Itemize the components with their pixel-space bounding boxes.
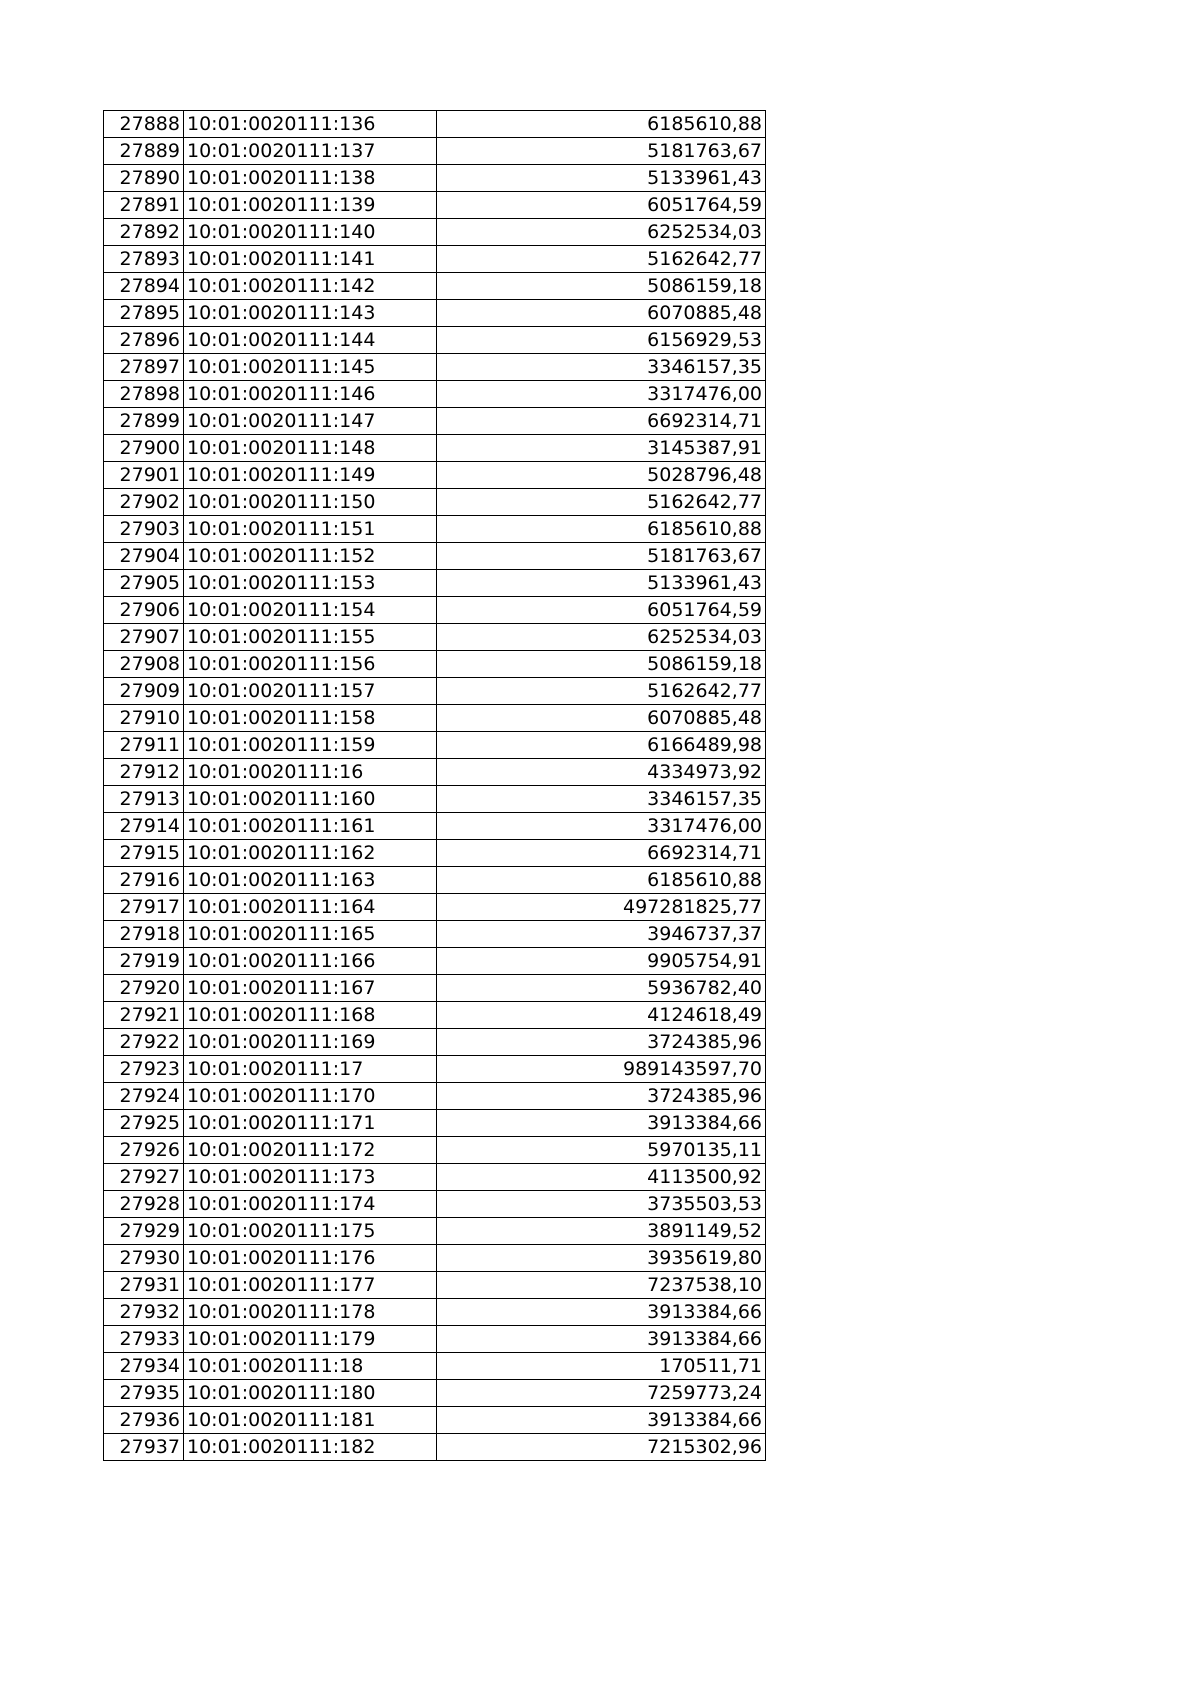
cadastral-number-cell: 10:01:0020111:164: [184, 894, 437, 921]
table-row: [104, 489, 766, 516]
value-cell: 3891149,52: [437, 1218, 766, 1245]
value-cell: 6070885,48: [437, 300, 766, 327]
row-number-cell: 27910: [104, 705, 184, 732]
row-number-cell: 27907: [104, 624, 184, 651]
row-number-cell: 27927: [104, 1164, 184, 1191]
cadastral-number-cell: 10:01:0020111:140: [184, 219, 437, 246]
table-row: [104, 1407, 766, 1434]
cadastral-number-cell: 10:01:0020111:170: [184, 1083, 437, 1110]
cadastral-number-cell: 10:01:0020111:146: [184, 381, 437, 408]
table-row: [104, 1191, 766, 1218]
table-row: [104, 435, 766, 462]
cadastral-number-cell: 10:01:0020111:180: [184, 1380, 437, 1407]
cadastral-number-cell: 10:01:0020111:147: [184, 408, 437, 435]
value-cell: 3724385,96: [437, 1029, 766, 1056]
value-cell: 3946737,37: [437, 921, 766, 948]
table-row: [104, 1137, 766, 1164]
value-cell: 3724385,96: [437, 1083, 766, 1110]
table-row: [104, 813, 766, 840]
table-row: [104, 624, 766, 651]
cadastral-number-cell: 10:01:0020111:156: [184, 651, 437, 678]
table-row: [104, 300, 766, 327]
table-row: [104, 462, 766, 489]
value-cell: 989143597,70: [437, 1056, 766, 1083]
row-number-cell: 27901: [104, 462, 184, 489]
value-cell: 3913384,66: [437, 1299, 766, 1326]
table-row: [104, 1245, 766, 1272]
row-number-cell: 27903: [104, 516, 184, 543]
value-cell: 4334973,92: [437, 759, 766, 786]
row-number-cell: 27933: [104, 1326, 184, 1353]
table-row: [104, 1056, 766, 1083]
row-number-cell: 27921: [104, 1002, 184, 1029]
value-cell: 170511,71: [437, 1353, 766, 1380]
cadastral-number-cell: 10:01:0020111:144: [184, 327, 437, 354]
cadastral-number-cell: 10:01:0020111:136: [184, 111, 437, 138]
row-number-cell: 27894: [104, 273, 184, 300]
cadastral-number-cell: 10:01:0020111:154: [184, 597, 437, 624]
value-cell: 3735503,53: [437, 1191, 766, 1218]
table-row: [104, 1272, 766, 1299]
value-cell: 3913384,66: [437, 1407, 766, 1434]
row-number-cell: 27923: [104, 1056, 184, 1083]
value-cell: 3346157,35: [437, 354, 766, 381]
data-table: [103, 110, 766, 1461]
row-number-cell: 27906: [104, 597, 184, 624]
row-number-cell: 27918: [104, 921, 184, 948]
table-row: [104, 408, 766, 435]
row-number-cell: 27915: [104, 840, 184, 867]
row-number-cell: 27900: [104, 435, 184, 462]
table-row: [104, 1434, 766, 1461]
row-number-cell: 27935: [104, 1380, 184, 1407]
table-row: [104, 246, 766, 273]
row-number-cell: 27931: [104, 1272, 184, 1299]
cadastral-number-cell: 10:01:0020111:152: [184, 543, 437, 570]
row-number-cell: 27922: [104, 1029, 184, 1056]
cadastral-number-cell: 10:01:0020111:171: [184, 1110, 437, 1137]
table-row: [104, 867, 766, 894]
cadastral-number-cell: 10:01:0020111:178: [184, 1299, 437, 1326]
value-cell: 5162642,77: [437, 489, 766, 516]
cadastral-number-cell: 10:01:0020111:181: [184, 1407, 437, 1434]
row-number-cell: 27897: [104, 354, 184, 381]
value-cell: 3317476,00: [437, 381, 766, 408]
row-number-cell: 27902: [104, 489, 184, 516]
row-number-cell: 27930: [104, 1245, 184, 1272]
table-row: [104, 1083, 766, 1110]
value-cell: 6070885,48: [437, 705, 766, 732]
value-cell: 5181763,67: [437, 543, 766, 570]
table-row: [104, 111, 766, 138]
value-cell: 5086159,18: [437, 651, 766, 678]
row-number-cell: 27925: [104, 1110, 184, 1137]
row-number-cell: 27896: [104, 327, 184, 354]
table-row: [104, 1029, 766, 1056]
row-number-cell: 27889: [104, 138, 184, 165]
row-number-cell: 27895: [104, 300, 184, 327]
table-row: [104, 273, 766, 300]
value-cell: 7215302,96: [437, 1434, 766, 1461]
value-cell: 5133961,43: [437, 165, 766, 192]
table-row: [104, 732, 766, 759]
value-cell: 3913384,66: [437, 1326, 766, 1353]
table-row: [104, 786, 766, 813]
table-row: [104, 1326, 766, 1353]
row-number-cell: 27929: [104, 1218, 184, 1245]
row-number-cell: 27920: [104, 975, 184, 1002]
value-cell: 3317476,00: [437, 813, 766, 840]
cadastral-number-cell: 10:01:0020111:172: [184, 1137, 437, 1164]
value-cell: 5133961,43: [437, 570, 766, 597]
cadastral-number-cell: 10:01:0020111:139: [184, 192, 437, 219]
cadastral-number-cell: 10:01:0020111:162: [184, 840, 437, 867]
cadastral-number-cell: 10:01:0020111:173: [184, 1164, 437, 1191]
value-cell: 6166489,98: [437, 732, 766, 759]
cadastral-number-cell: 10:01:0020111:174: [184, 1191, 437, 1218]
table-row: [104, 948, 766, 975]
table-row: [104, 1353, 766, 1380]
table-row: [104, 894, 766, 921]
cadastral-number-cell: 10:01:0020111:163: [184, 867, 437, 894]
row-number-cell: 27936: [104, 1407, 184, 1434]
row-number-cell: 27905: [104, 570, 184, 597]
cadastral-number-cell: 10:01:0020111:145: [184, 354, 437, 381]
row-number-cell: 27932: [104, 1299, 184, 1326]
cadastral-number-cell: 10:01:0020111:141: [184, 246, 437, 273]
cadastral-number-cell: 10:01:0020111:157: [184, 678, 437, 705]
table-row: [104, 219, 766, 246]
value-cell: 5181763,67: [437, 138, 766, 165]
cadastral-number-cell: 10:01:0020111:175: [184, 1218, 437, 1245]
cadastral-number-cell: 10:01:0020111:150: [184, 489, 437, 516]
table-row: [104, 651, 766, 678]
cadastral-number-cell: 10:01:0020111:158: [184, 705, 437, 732]
cadastral-number-cell: 10:01:0020111:153: [184, 570, 437, 597]
value-cell: 5028796,48: [437, 462, 766, 489]
row-number-cell: 27919: [104, 948, 184, 975]
cadastral-number-cell: 10:01:0020111:161: [184, 813, 437, 840]
value-cell: 5162642,77: [437, 678, 766, 705]
row-number-cell: 27917: [104, 894, 184, 921]
cadastral-number-cell: 10:01:0020111:148: [184, 435, 437, 462]
value-cell: 5162642,77: [437, 246, 766, 273]
value-cell: 6252534,03: [437, 624, 766, 651]
cadastral-number-cell: 10:01:0020111:155: [184, 624, 437, 651]
table-row: [104, 516, 766, 543]
cadastral-number-cell: 10:01:0020111:137: [184, 138, 437, 165]
value-cell: 4113500,92: [437, 1164, 766, 1191]
table-row: [104, 1299, 766, 1326]
value-cell: 6185610,88: [437, 516, 766, 543]
value-cell: 5936782,40: [437, 975, 766, 1002]
cadastral-number-cell: 10:01:0020111:177: [184, 1272, 437, 1299]
table-row: [104, 327, 766, 354]
table-row: [104, 570, 766, 597]
cadastral-number-cell: 10:01:0020111:176: [184, 1245, 437, 1272]
value-cell: 3913384,66: [437, 1110, 766, 1137]
row-number-cell: 27888: [104, 111, 184, 138]
table-body: [104, 111, 766, 1461]
cadastral-number-cell: 10:01:0020111:168: [184, 1002, 437, 1029]
cadastral-number-cell: 10:01:0020111:166: [184, 948, 437, 975]
table-row: [104, 138, 766, 165]
table-row: [104, 705, 766, 732]
row-number-cell: 27911: [104, 732, 184, 759]
cadastral-number-cell: 10:01:0020111:138: [184, 165, 437, 192]
row-number-cell: 27904: [104, 543, 184, 570]
row-number-cell: 27890: [104, 165, 184, 192]
table-row: [104, 354, 766, 381]
table-row: [104, 975, 766, 1002]
row-number-cell: 27898: [104, 381, 184, 408]
value-cell: 9905754,91: [437, 948, 766, 975]
value-cell: 6252534,03: [437, 219, 766, 246]
table-row: [104, 165, 766, 192]
table-row: [104, 1110, 766, 1137]
row-number-cell: 27937: [104, 1434, 184, 1461]
value-cell: 7237538,10: [437, 1272, 766, 1299]
row-number-cell: 27913: [104, 786, 184, 813]
row-number-cell: 27914: [104, 813, 184, 840]
cadastral-number-cell: 10:01:0020111:167: [184, 975, 437, 1002]
value-cell: 5086159,18: [437, 273, 766, 300]
row-number-cell: 27926: [104, 1137, 184, 1164]
table-row: [104, 840, 766, 867]
row-number-cell: 27893: [104, 246, 184, 273]
cadastral-number-cell: 10:01:0020111:165: [184, 921, 437, 948]
row-number-cell: 27891: [104, 192, 184, 219]
table-row: [104, 1002, 766, 1029]
value-cell: 3346157,35: [437, 786, 766, 813]
row-number-cell: 27892: [104, 219, 184, 246]
cadastral-number-cell: 10:01:0020111:142: [184, 273, 437, 300]
value-cell: 6185610,88: [437, 111, 766, 138]
row-number-cell: 27934: [104, 1353, 184, 1380]
table-row: [104, 1218, 766, 1245]
row-number-cell: 27909: [104, 678, 184, 705]
table-row: [104, 759, 766, 786]
table-row: [104, 921, 766, 948]
row-number-cell: 27916: [104, 867, 184, 894]
value-cell: 497281825,77: [437, 894, 766, 921]
cadastral-number-cell: 10:01:0020111:149: [184, 462, 437, 489]
table-row: [104, 381, 766, 408]
row-number-cell: 27924: [104, 1083, 184, 1110]
table-row: [104, 1380, 766, 1407]
value-cell: 3145387,91: [437, 435, 766, 462]
value-cell: 3935619,80: [437, 1245, 766, 1272]
table-row: [104, 192, 766, 219]
cadastral-number-cell: 10:01:0020111:179: [184, 1326, 437, 1353]
row-number-cell: 27899: [104, 408, 184, 435]
row-number-cell: 27908: [104, 651, 184, 678]
cadastral-number-cell: 10:01:0020111:169: [184, 1029, 437, 1056]
cadastral-number-cell: 10:01:0020111:182: [184, 1434, 437, 1461]
table-row: [104, 1164, 766, 1191]
value-cell: 4124618,49: [437, 1002, 766, 1029]
cadastral-number-cell: 10:01:0020111:18: [184, 1353, 437, 1380]
table-row: [104, 678, 766, 705]
table-row: [104, 597, 766, 624]
row-number-cell: 27912: [104, 759, 184, 786]
value-cell: 5970135,11: [437, 1137, 766, 1164]
cadastral-number-cell: 10:01:0020111:159: [184, 732, 437, 759]
cadastral-number-cell: 10:01:0020111:160: [184, 786, 437, 813]
value-cell: 6156929,53: [437, 327, 766, 354]
value-cell: 6692314,71: [437, 408, 766, 435]
value-cell: 6692314,71: [437, 840, 766, 867]
value-cell: 7259773,24: [437, 1380, 766, 1407]
cadastral-number-cell: 10:01:0020111:17: [184, 1056, 437, 1083]
table-row: [104, 543, 766, 570]
value-cell: 6051764,59: [437, 597, 766, 624]
cadastral-number-cell: 10:01:0020111:143: [184, 300, 437, 327]
cadastral-number-cell: 10:01:0020111:16: [184, 759, 437, 786]
cadastral-number-cell: 10:01:0020111:151: [184, 516, 437, 543]
value-cell: 6051764,59: [437, 192, 766, 219]
value-cell: 6185610,88: [437, 867, 766, 894]
row-number-cell: 27928: [104, 1191, 184, 1218]
